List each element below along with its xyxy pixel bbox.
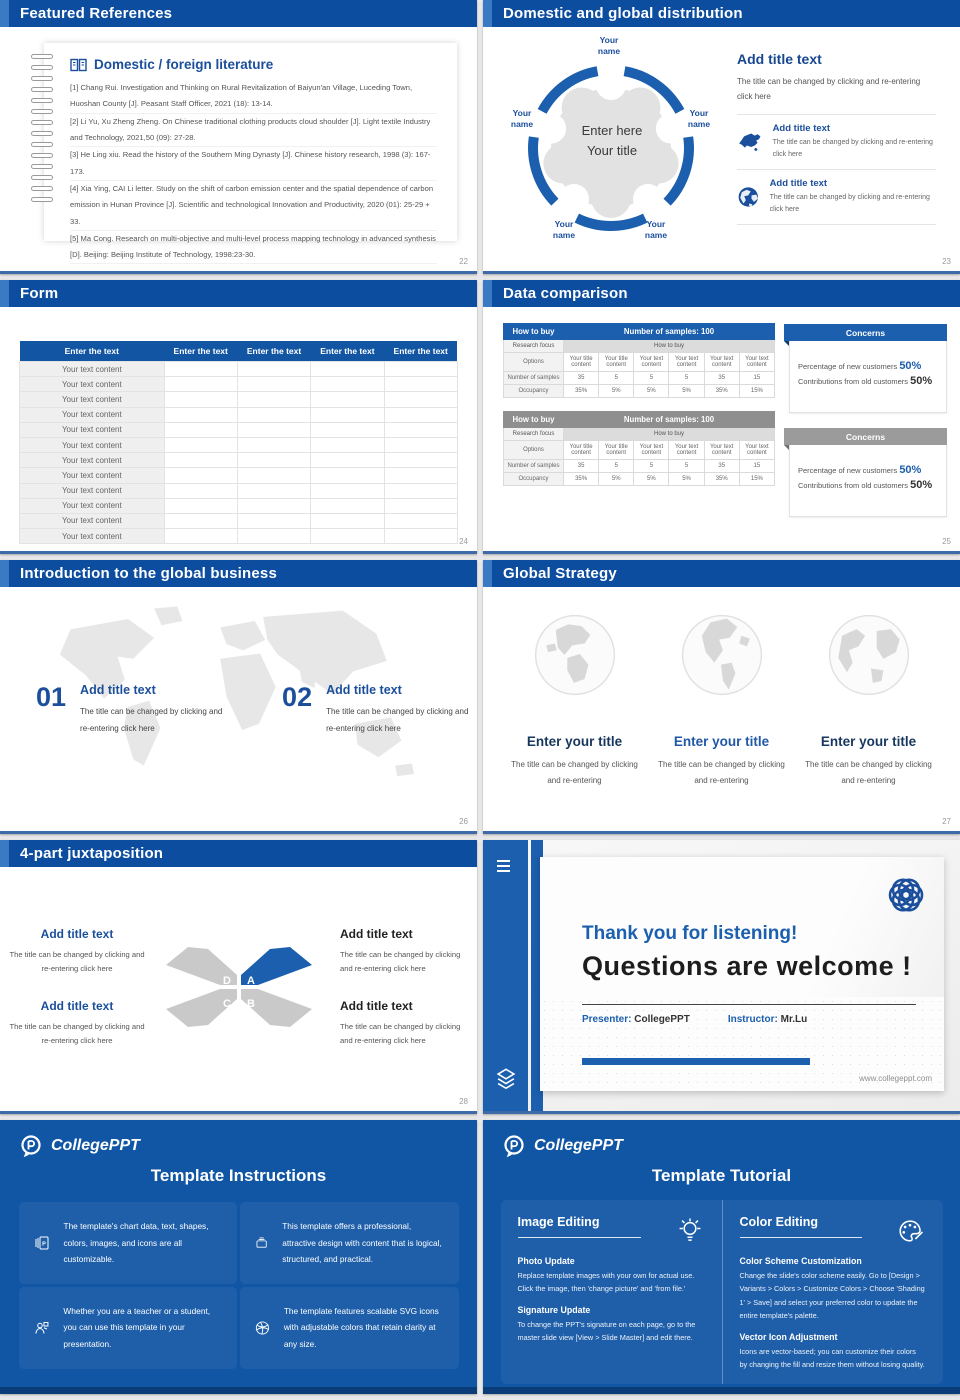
palette-icon <box>894 1215 926 1247</box>
concern-value: 50% <box>910 479 933 491</box>
row-label: Number of samples <box>504 372 564 385</box>
cell-empty <box>384 483 457 498</box>
cell: Your title content <box>599 353 634 372</box>
website-url: www.collegeppt.com <box>859 1074 932 1083</box>
cell: Your title content <box>599 441 634 460</box>
item-text: Replace template images with your own for actual use. Click the image, then 'change picture' and 'from file.' <box>517 1271 695 1294</box>
cell: 35 <box>564 372 599 385</box>
item-desc: The title can be changed by clicking and re-entering <box>805 760 932 785</box>
item-text: Icons are vector-based; you can customize their colors by changing the fill and resize them without losing quality. <box>739 1346 925 1370</box>
item-desc: The title can be changed by clicking and re-entering click here <box>80 707 223 733</box>
reference-entry: [3] He Ling xiu. Read the history of the Southern Ming Dynasty [J]. Chinese history research, 1998 (3): 167-173. <box>70 147 437 181</box>
page-number: 26 <box>459 817 468 826</box>
numbered-item <box>282 683 476 738</box>
table-row <box>20 529 458 544</box>
item-title: Enter your title <box>526 734 623 749</box>
bulb-icon <box>675 1215 705 1247</box>
item-desc: The title can be changed by clicking and re-entering click here <box>340 950 461 974</box>
item-heading: Vector Icon Adjustment <box>739 1331 838 1342</box>
column-header: Enter the text <box>237 341 310 362</box>
cell-empty <box>311 529 384 544</box>
table-row <box>20 422 458 437</box>
block-title: Add title text <box>737 51 822 67</box>
row-label: Research focus <box>504 428 564 441</box>
table-header-row <box>504 412 775 428</box>
layers-icon <box>492 1063 520 1093</box>
cell-empty <box>237 468 310 483</box>
cell: Your title content <box>564 441 599 460</box>
cell-text: Your text content <box>20 392 164 407</box>
slide-title: Domestic and global distribution <box>503 5 743 22</box>
concern-value: 50% <box>899 464 922 476</box>
item-text: Change the slide's color scheme easily. Go to [Design > Variants > Colors > Customize Colors > Choose 'Shading 1' > Save] and select your preferred color to update the entire template's palette. <box>739 1271 925 1321</box>
page-title: Template Tutorial <box>651 1166 792 1185</box>
reference-entry: [2] Li Yu, Xu Zheng Zheng. On Chinese traditional clothing products cloud shoulder [J]. Light textile Industry and Technology, 2021,50 (09): 27-28. <box>70 114 437 148</box>
section-title: Domestic / foreign literature <box>94 57 274 72</box>
table-row <box>504 473 775 486</box>
cell-text: Your text content <box>20 362 164 377</box>
divider <box>582 1004 916 1005</box>
item-desc: The title can be changed by clicking and re-entering click here <box>769 194 930 214</box>
cell: 5% <box>669 473 704 486</box>
reference-entry: [1] Chang Rui. Investigation and Thinking on Rural Revitalization of Baiyun'an Village, Luceding Town, Huoshan County [J]. Peasant Staff Officer, 2021 (18): 13-14. <box>70 80 437 114</box>
item-title: Enter your title <box>820 734 917 749</box>
china-map-icon <box>737 130 763 154</box>
cell: Your text content <box>704 353 739 372</box>
cell: 5% <box>669 385 704 398</box>
cell: 5 <box>634 460 669 473</box>
row-label: Options <box>504 353 564 372</box>
cell-empty <box>237 362 310 377</box>
cell: Your text content <box>634 441 669 460</box>
cell-empty <box>237 513 310 528</box>
slide-data-comparison[interactable] <box>483 280 960 554</box>
comparison-table-blue <box>503 323 775 398</box>
cell-empty <box>164 422 237 437</box>
sidebar <box>483 840 528 1111</box>
page-number: 23 <box>942 257 951 266</box>
column-heading: Color Editing <box>740 1215 863 1238</box>
jux-item <box>326 977 476 1049</box>
university-logo <box>886 875 926 915</box>
instruction-text: The template's chart data, text, shapes, colors, images, and icons are all customizable. <box>63 1221 209 1265</box>
instruction-text: This template offers a professional, attractive design with content that is logical, structured, and practical. <box>282 1221 442 1265</box>
form-table <box>19 341 458 544</box>
notebook-panel <box>44 43 457 260</box>
item-title: Add title text <box>340 998 413 1013</box>
concern-value: 50% <box>899 360 922 372</box>
globe-icon <box>527 607 623 703</box>
cell: 15% <box>739 385 774 398</box>
slide-header <box>483 0 960 27</box>
questions-line: Questions are welcome ! <box>582 951 912 981</box>
cell: 5% <box>634 473 669 486</box>
presenter-name: CollegePPT <box>634 1014 690 1025</box>
cell-empty <box>311 377 384 392</box>
item-desc: The title can be changed by clicking and re-entering click here <box>9 950 145 974</box>
cell: 35 <box>704 372 739 385</box>
jux-item <box>2 977 152 1049</box>
numbered-item <box>36 683 230 738</box>
content-card <box>540 857 944 1091</box>
node-label: Your name <box>644 219 668 240</box>
slide-title: Data comparison <box>503 285 628 302</box>
cell-empty <box>164 483 237 498</box>
slide-title: Introduction to the global business <box>20 565 277 582</box>
cell-empty <box>237 453 310 468</box>
page-title: Template Instructions <box>150 1166 327 1185</box>
cell-empty <box>237 529 310 544</box>
diagram-center-text: Enter here Your title <box>581 123 643 158</box>
column-header: Enter the text <box>384 341 457 362</box>
instruction-text: The template features scalable SVG icons with adjustable colors that retain clarity at any size. <box>283 1305 439 1349</box>
cell: 35 <box>564 460 599 473</box>
slide-distribution[interactable] <box>483 0 960 274</box>
x-arrows-diagram <box>152 935 326 1047</box>
item-title: Add title text <box>80 683 156 697</box>
thanks-line: Thank you for listening! <box>582 923 798 944</box>
cell-text: Your text content <box>20 529 164 544</box>
instructor-label: Instructor: <box>727 1014 778 1025</box>
cell: 15 <box>739 460 774 473</box>
cell-empty <box>237 483 310 498</box>
page-number: 28 <box>459 1097 468 1106</box>
table-row <box>504 428 775 441</box>
cell-text: Your text content <box>20 453 164 468</box>
row-value: How to buy <box>564 340 775 353</box>
item-desc: The title can be changed by clicking and re-entering <box>511 760 638 785</box>
cell-empty <box>311 362 384 377</box>
cell-empty <box>384 362 457 377</box>
instruction-item <box>240 1287 459 1369</box>
cell: 15 <box>739 372 774 385</box>
cell-empty <box>384 407 457 422</box>
cell-empty <box>384 422 457 437</box>
brand-name: CollegePPT <box>534 1137 623 1154</box>
concern-value: 50% <box>910 375 933 387</box>
cell-text: Your text content <box>20 422 164 437</box>
page-number: 24 <box>459 537 468 546</box>
item-title: Add title text <box>769 178 828 190</box>
block-desc: The title can be changed by clicking and re-entering click here <box>737 74 936 115</box>
page-number: 25 <box>942 537 951 546</box>
jux-item <box>326 905 476 977</box>
concerns-card-blue <box>789 324 947 413</box>
table-header-row <box>20 341 458 362</box>
letter-c: C <box>223 998 231 1010</box>
table-row <box>20 377 458 392</box>
node-label: Your name <box>552 219 576 240</box>
table-row <box>20 453 458 468</box>
cell-text: Your text content <box>20 498 164 513</box>
cell: 5 <box>599 372 634 385</box>
tutorial-column-color-editing <box>722 1200 943 1384</box>
table-row <box>504 353 775 372</box>
slide-header <box>0 280 477 307</box>
samples-header: Number of samples: 100 <box>564 412 775 428</box>
teacher-icon <box>33 1310 51 1346</box>
cell-empty <box>384 529 457 544</box>
cell: 35% <box>704 385 739 398</box>
concern-line: Contributions from old customers 50% <box>798 375 933 387</box>
vector-ball-icon <box>254 1310 271 1346</box>
letter-b: B <box>247 998 255 1010</box>
cell: Your text content <box>634 353 669 372</box>
cell-empty <box>237 437 310 452</box>
letter-a: A <box>247 975 255 987</box>
cell-empty <box>311 453 384 468</box>
item-number: 02 <box>282 682 313 712</box>
slide-template-instructions[interactable] <box>0 1120 477 1394</box>
concern-line: Percentage of new customers 50% <box>798 360 922 372</box>
cell-text: Your text content <box>20 377 164 392</box>
collegeppt-logo-icon <box>20 1134 44 1158</box>
cell-empty <box>237 407 310 422</box>
cell-empty <box>311 483 384 498</box>
cell-empty <box>311 392 384 407</box>
slide-header <box>483 280 960 307</box>
cell-empty <box>311 468 384 483</box>
item-heading: Photo Update <box>517 1256 575 1266</box>
section-heading <box>70 57 437 72</box>
cell-empty <box>237 498 310 513</box>
concerns-ribbon: Concerns <box>784 324 947 341</box>
cell-empty <box>237 422 310 437</box>
item-desc: The title can be changed by clicking and re-entering click here <box>340 1021 461 1046</box>
row-value: How to buy <box>564 428 775 441</box>
slide-template-tutorial[interactable] <box>483 1120 960 1394</box>
slide-global-business[interactable] <box>0 560 477 834</box>
item-number: 01 <box>36 682 67 712</box>
reference-entry: [4] Xia Ying, CAI Li letter. Study on the shift of carbon emission center and the spatial dependence of carbon emission in Hunan Province [J]. Scientific and technological Innovation and Productivity, 2020 (01): 25-29 + 33. <box>70 181 437 231</box>
cell-empty <box>164 513 237 528</box>
cell: Your text content <box>739 353 774 372</box>
table-row <box>504 460 775 473</box>
cell-empty <box>384 498 457 513</box>
list-item <box>737 115 936 170</box>
slide-thank-you[interactable] <box>483 840 960 1114</box>
table-row <box>504 340 775 353</box>
spiral-binding-icon <box>31 51 53 205</box>
cell-empty <box>311 513 384 528</box>
instruction-item <box>19 1202 238 1284</box>
cell: 35% <box>564 473 599 486</box>
cell-empty <box>384 453 457 468</box>
slides-icon <box>33 1225 51 1261</box>
cell: 5 <box>669 372 704 385</box>
table-row <box>504 385 775 398</box>
item-title: Add title text <box>40 927 114 941</box>
instruction-text: Whether you are a teacher or a student, you can use this template in your presentation. <box>63 1305 211 1349</box>
accent-bar <box>582 1058 810 1065</box>
row-label: Occupancy <box>504 385 564 398</box>
slide-header <box>0 0 477 27</box>
cell-empty <box>311 407 384 422</box>
page-number: 22 <box>459 257 468 266</box>
page-number: 27 <box>942 817 951 826</box>
cell: 35% <box>704 473 739 486</box>
concern-line: Percentage of new customers 50% <box>798 464 922 476</box>
presenter-row <box>582 1014 807 1025</box>
cell-empty <box>164 529 237 544</box>
row-label: Research focus <box>504 340 564 353</box>
cell-text: Your text content <box>20 407 164 422</box>
list-item <box>737 170 936 225</box>
cell-empty <box>311 498 384 513</box>
brand-logo <box>483 1120 960 1158</box>
table-row <box>504 441 775 460</box>
table-row <box>20 362 458 377</box>
strategy-item <box>505 607 645 789</box>
cell: 35 <box>704 460 739 473</box>
cell: Your text content <box>669 441 704 460</box>
cell: Your title content <box>564 353 599 372</box>
item-desc: The title can be changed by clicking and re-entering click here <box>772 139 933 159</box>
corner-header: How to buy <box>504 412 564 428</box>
slide-title: Form <box>20 285 59 302</box>
cell-empty <box>311 437 384 452</box>
globe-icon <box>821 607 917 703</box>
corner-header: How to buy <box>504 324 564 340</box>
slide-header <box>483 560 960 587</box>
cell: 5 <box>599 460 634 473</box>
cell: 5 <box>634 372 669 385</box>
cell: Your text content <box>739 441 774 460</box>
table-row <box>20 483 458 498</box>
cell-text: Your text content <box>20 483 164 498</box>
letter-d: D <box>223 975 231 987</box>
brand-logo <box>0 1120 477 1158</box>
slide-featured-references[interactable] <box>0 0 477 274</box>
cell-text: Your text content <box>20 437 164 452</box>
item-title: Add title text <box>772 123 831 135</box>
comparison-table-gray <box>503 411 775 486</box>
table-row <box>20 468 458 483</box>
node-label: Your name <box>510 108 534 129</box>
cell-empty <box>164 392 237 407</box>
jux-item <box>2 905 152 977</box>
open-book-icon <box>70 58 87 72</box>
cell: 35% <box>564 385 599 398</box>
item-title: Add title text <box>40 998 114 1013</box>
table-header-row <box>504 324 775 340</box>
table-row <box>20 407 458 422</box>
cell: Your text content <box>669 353 704 372</box>
item-heading: Signature Update <box>517 1304 591 1315</box>
cell-text: Your text content <box>20 513 164 528</box>
row-label: Number of samples <box>504 460 564 473</box>
item-desc: The title can be changed by clicking and re-entering click here <box>326 707 469 733</box>
brand-name: CollegePPT <box>51 1137 140 1154</box>
cell-empty <box>164 407 237 422</box>
concern-line: Contributions from old customers 50% <box>798 479 933 491</box>
slide-header <box>0 840 477 867</box>
globe-icon <box>674 607 770 703</box>
cell: 5% <box>599 385 634 398</box>
item-title: Enter your title <box>673 734 770 749</box>
column-header: Enter the text <box>311 341 384 362</box>
row-label: Occupancy <box>504 473 564 486</box>
cell-empty <box>384 437 457 452</box>
slide-form[interactable] <box>0 280 477 554</box>
cell-empty <box>164 453 237 468</box>
table-row <box>504 372 775 385</box>
tutorial-column-image-editing <box>501 1200 722 1384</box>
instruction-item <box>240 1202 459 1284</box>
node-label: Your name <box>597 35 621 56</box>
cell-empty <box>164 498 237 513</box>
cell-empty <box>164 377 237 392</box>
cell-empty <box>384 513 457 528</box>
cell-empty <box>164 362 237 377</box>
table-row <box>20 513 458 528</box>
menu-icon[interactable] <box>497 860 510 872</box>
presenter-label: Presenter: <box>582 1014 632 1025</box>
cell-empty <box>164 468 237 483</box>
strategy-item <box>799 607 939 789</box>
cell: 5 <box>669 460 704 473</box>
collegeppt-logo-icon <box>503 1134 527 1158</box>
reference-entry: [5] Ma Cong. Research on multi-objective and multi-level process mapping technology in advanced synthesis [D]. Beijing: Beijing Institute of Technology, 1998:23-30. <box>70 231 437 265</box>
node-label: Your name <box>687 108 711 129</box>
column-header: Enter the text <box>20 341 164 362</box>
item-title: Add title text <box>326 683 402 697</box>
item-desc: The title can be changed by clicking and re-entering <box>658 760 785 785</box>
concerns-ribbon: Concerns <box>784 428 947 445</box>
column-heading: Image Editing <box>518 1215 641 1238</box>
item-title: Add title text <box>340 927 413 941</box>
instructor-name: Mr.Lu <box>780 1014 808 1025</box>
table-row <box>20 392 458 407</box>
cog-diagram <box>499 33 727 251</box>
globe-icon <box>737 184 760 210</box>
samples-header: Number of samples: 100 <box>564 324 775 340</box>
concerns-card-gray <box>789 428 947 517</box>
slide-header <box>0 560 477 587</box>
item-desc: The title can be changed by clicking and re-entering click here <box>9 1021 145 1046</box>
slide-title: Featured References <box>20 5 173 22</box>
cell: 5% <box>634 385 669 398</box>
cell-empty <box>384 392 457 407</box>
item-text: To change the PPT's signature on each page, go to the master slide view [View > Slide Master] and edit there. <box>517 1319 696 1343</box>
cell-empty <box>384 468 457 483</box>
cell-empty <box>164 437 237 452</box>
cell-text: Your text content <box>20 468 164 483</box>
briefcase-icon <box>254 1225 269 1261</box>
slide-global-strategy[interactable] <box>483 560 960 834</box>
reference-list <box>70 80 437 264</box>
slide-juxtaposition[interactable] <box>0 840 477 1114</box>
strategy-item <box>652 607 792 789</box>
cell: Your text content <box>704 441 739 460</box>
table-row <box>20 498 458 513</box>
instruction-item <box>19 1287 238 1369</box>
column-header: Enter the text <box>164 341 237 362</box>
cell-empty <box>311 422 384 437</box>
cell-empty <box>237 392 310 407</box>
svg-text:P: P <box>41 1241 46 1248</box>
table-row <box>20 437 458 452</box>
cell: 5% <box>599 473 634 486</box>
item-heading: Color Scheme Customization <box>739 1256 862 1266</box>
cell: 15% <box>739 473 774 486</box>
cell-empty <box>237 377 310 392</box>
slide-title: Global Strategy <box>503 565 617 582</box>
slide-title: 4-part juxtaposition <box>20 845 164 862</box>
cell-empty <box>384 377 457 392</box>
row-label: Options <box>504 441 564 460</box>
